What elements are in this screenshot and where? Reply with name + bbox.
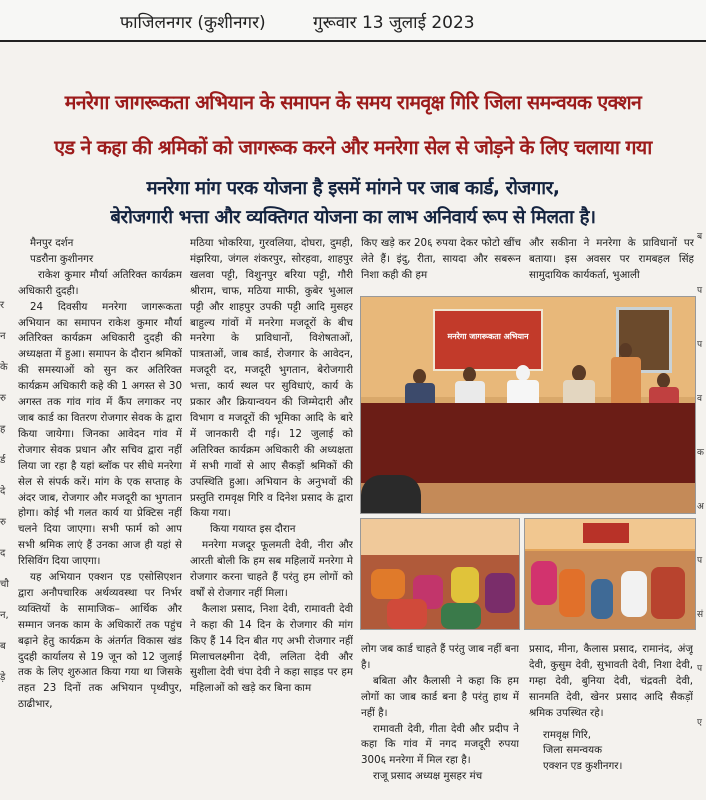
article-paragraph: और सकीना ने मनरेगा के प्राविधानों पर बताया। इस अवसर पर रामबहल सिंह सामुदायिक कार्यकर्ता, भुआली xyxy=(529,237,694,281)
article-paragraph: प्रसाद, मीना, कैलास प्रसाद, रामानंद, अंजू देवी, कुसुम देवी, सुभावती देवी, निशा देवी, गम्हा देवी, बुनिया देवी, चंद्रवती देवी, सानमति देवी, खेनर प्रसाद आदि सैकड़ों श्रमिक उपस्थित रहे। xyxy=(529,643,693,719)
article-column-4-top xyxy=(529,236,694,284)
crowd-photo-2 xyxy=(524,518,696,630)
article-paragraph: कैलाश प्रसाद, निशा देवी, रामावती देवी ने कहा की 14 दिन के रोजगार की मांग किए हैं 14 दिन बीत गए अभी रोजगार नहीं मिलाचलक्ष्मीना देवी, ललिता देवी और सुशीला देवी चंपा देवी ने कहा साइड पर हम महिलाओं को खड़े कर बिना काम xyxy=(190,602,353,695)
article-column-1 xyxy=(18,236,182,800)
signoff-title: जिला समन्वयक xyxy=(543,744,603,757)
subheadline-line-2: बेरोजगारी भत्ता और व्यक्तिगत योजना का लाभ अनिवार्य रूप से मिलता है। xyxy=(110,207,596,228)
signoff-name: रामवृक्ष गिरि, xyxy=(543,728,592,741)
right-edge-fragments: ब प प व क अ प सं प ए xyxy=(697,232,704,728)
meeting-photo xyxy=(360,296,696,514)
article-paragraph: यह अभियान एक्शन एड एसोसिएशन द्वारा अनौपचारिक अर्थव्यवस्था पर निर्भर व्यक्तियों के सामाजिक– आर्थिक और सम्मान जनक काम के अधिकारों तक पहुंच बढ़ाने हेतु कार्यक्रम के अंतर्गत विकास खंड दुदही कार्यालय से 19 जून को 12 जुलाई तक के लिए शुरुआत किया गया था जिसके तहत 23 दिनों तक अभियान पृथ्वीपुर, ठाढीभार, xyxy=(18,571,182,711)
headline-line-1: मनरेगा जागरूकता अभियान के समापन के समय रामवृक्ष गिरि जिला समन्वयक एक्शन xyxy=(64,91,642,114)
banner xyxy=(433,309,543,371)
article-paragraph: किया गयाय्त इस दौरान xyxy=(210,523,296,536)
article-paragraph: लोग जब कार्ड चाहते हैं परंतु जाब नहीं बना है। xyxy=(361,643,519,671)
subheadline-line-1: मनरेगा मांग परक योजना है इसमें मांगने पर जाब कार्ड, रोजगार, xyxy=(146,178,560,199)
article-column-3-top xyxy=(361,236,521,284)
article-paragraph: रामावती देवी, गीता देवी और प्रदीप ने कहा कि गांव में नगद मजदूरी रुपया 300६ मनरेगा में मिल रहा है। xyxy=(361,722,519,767)
article-column-3-bottom xyxy=(361,642,519,800)
byline-place: पडरौना कुशीनगर xyxy=(30,252,94,265)
article-paragraph: बबिता और कैलासी ने कहा कि हम लोगों का जाब कार्ड बना है परंतु हाथ में नहीं है। xyxy=(361,674,519,719)
banner-text: मनरेगा जागरूकता अभियान xyxy=(447,332,529,341)
article-paragraph: मनरेगा मजदूर फूलमती देवी, नीरा और आरती बोली कि हम सब महिलायें मनरेगा मे रोजगार करना चाहते हैं परंतु हम लोगों को वर्षों से रोजगार नहीं मिला। xyxy=(190,539,353,599)
article-lede: राकेश कुमार मौर्या अतिरिक्त कार्यक्रम अधिकारी दुदही। xyxy=(18,268,182,297)
dateline-bar xyxy=(0,0,706,42)
crowd-photo-1 xyxy=(360,518,520,630)
dateline-place: फाजिलनगर (कुशीनगर) xyxy=(120,13,266,33)
article-paragraph: 24 दिवसीय मनरेगा जागरूकता अभियान का समापन राकेश कुमार मौर्या अतिरिक्त कार्यक्रम अधिकारी दुदही की अध्यक्षता में हुआ। समापन के दौरान श्रमिकों की समस्याओं को सुन कर अतिरिक्त कार्यक्रम अधिकारी कहे की 1 अगस्त से 30 अगस्त तक गांव गांव में कैंप लगाकर नए जाब कार्ड का वितरण रोजगार सेवक के द्वारा किया जायेगा। जिनका आवेदन गांव में रोजगार सेवक प्रधान और सचिव द्वारा नहीं लिया जा रहा है यहां ब्लॉक पर सीधे मनरेगा सेल से संपर्क करें। मांग के एक सप्ताह के अंदर जाब, रोजगार और मजदूरी का भुगतान होगा। कोई भी गलत कार्य या प्रेक्टिस नहीं चलने दिया जाएगा। सभी फार्म को आप सभी श्रमिक लाएं हैं उनका आज ही यहां से रिसिविंग दिया जाएगा। xyxy=(18,300,182,568)
signoff-org: एक्शन एड कुशीनगर। xyxy=(543,760,623,773)
dateline-date: गुरूवार 13 जुलाई 2023 xyxy=(313,13,475,33)
article-paragraph: राजू प्रसाद अध्यक्ष मुसहर मंच xyxy=(373,770,483,783)
left-edge-fragments: र न के रु ह र्ड दे रु द चौ न, ब ड़े xyxy=(0,300,9,683)
stage-table xyxy=(361,403,695,485)
article-paragraph: मठिया भोकरिया, गुरवलिया, दोघरा, दुमही, मंझरिया, जंगल शंकरपुर, सोरहवा, शाहपुर खलवा पट्टी, विशुनपुर बरिया पट्टी, गौरी श्रीराम, चाफ, मठिया माफी, कुबेर भुआल पट्टी और शाहपुर उपकी पट्टी आदि मुसहर बाहुल्य गांवों में मनरेगा मजदूरों के बीच मनरेगा के प्राविधानों, विशेषताओं, पात्रताओं, जाब कार्ड, रोजगार के आवेदन, मजदूरी दर, मजदूरी भुगतान, बेरोजगारी भत्ता, कार्य स्थल पर सुविधाएं, कार्य के प्रकार और क्रियान्वयन की जिम्मेदारी और विभाग व मजदूरों की भूमिका आदि के बारे में जानकारी दी गई। 12 जुलाई को अतिरिक्त कार्यक्रम अधिकारी की अध्यक्षता में सभी गावों से आए सैकड़ों श्रमिकों की उपस्थिति हुआ। अभियान के अनुभवों की प्रस्तुति रामवृक्ष गिरि व दिनेश प्रसाद के द्वारा किया गया। xyxy=(190,237,353,520)
article-column-2 xyxy=(190,236,353,800)
article-column-4-bottom xyxy=(529,642,693,800)
byline-source: मैनपुर दर्शन xyxy=(30,237,74,249)
headline-line-2: एड ने कहा की श्रमिकों को जागरूक करने और मनरेगा सेल से जोड़ने के लिए चलाया गया xyxy=(54,136,652,159)
article-paragraph: किए खड़े कर 20६ रुपया देकर फोटो खींच लेते हैं। इंदु, रीता, सायदा और सबरून निशा कही की हम xyxy=(361,237,521,281)
